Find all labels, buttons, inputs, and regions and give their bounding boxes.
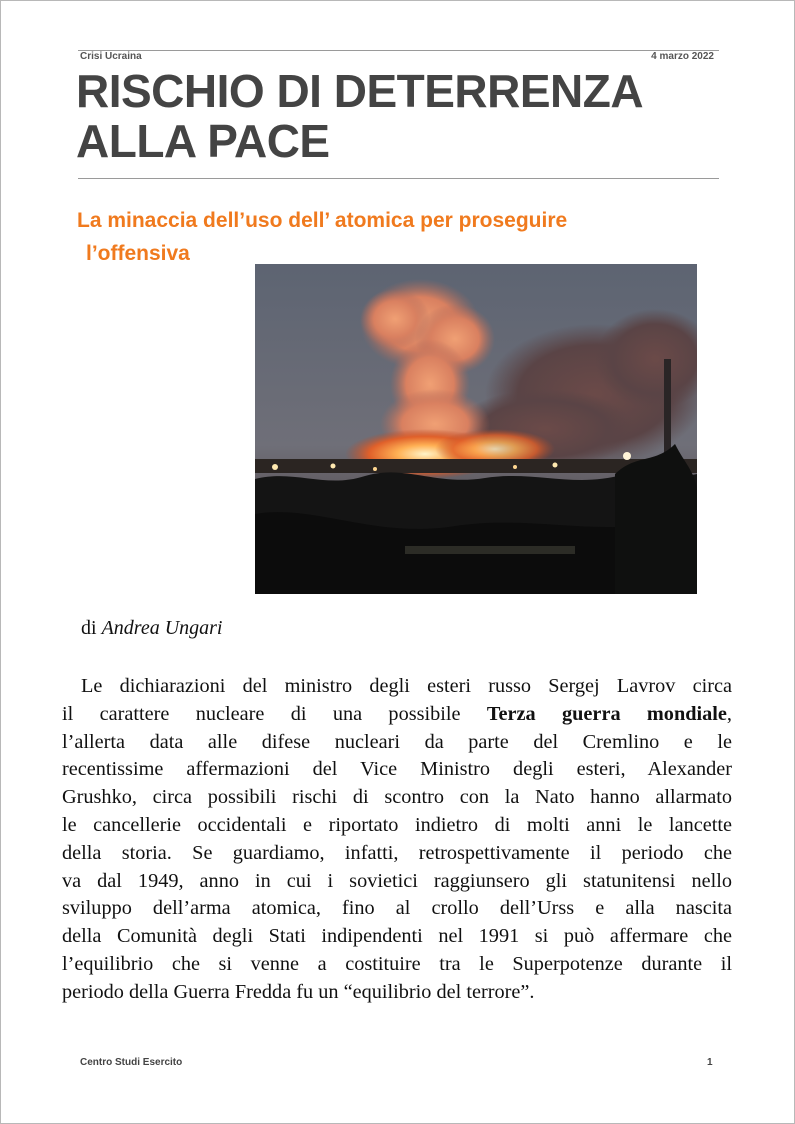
article-subtitle — [77, 204, 677, 270]
title-rule — [78, 178, 719, 179]
article-body — [62, 673, 732, 1007]
header-rule — [78, 50, 719, 51]
body-text-segment: , — [726, 702, 732, 725]
page-number: 1 — [707, 1057, 713, 1068]
byline-prefix: di — [81, 617, 97, 639]
body-line: va dal 1949, anno in cui i sovietici raggiunsero gli statunitensi nello — [62, 869, 732, 892]
section-label: Crisi Ucraina — [80, 51, 142, 62]
author-name: Andrea Ungari — [101, 617, 223, 639]
body-line: l’allerta data alle difese nucleari da parte del Cremlino e le — [62, 730, 732, 753]
body-line: Le dichiarazioni del ministro degli esteri russo Sergej Lavrov circa — [81, 675, 732, 697]
subtitle-line-2: l’offensiva — [86, 242, 190, 265]
subtitle-line-1: La minaccia dell’uso dell’ atomica per proseguire — [77, 209, 568, 232]
body-line: della Comunità degli Stati indipendenti nel 1991 si può affermare che — [62, 925, 732, 948]
body-line: le cancellerie occidentali e riportato indietro di molti anni le lancette — [62, 813, 732, 836]
body-text-segment: il carattere nucleare di una possibile — [62, 702, 487, 725]
footer-publisher: Centro Studi Esercito — [80, 1057, 183, 1068]
body-line: Grushko, circa possibili rischi di scontro con la Nato hanno allarmato — [62, 786, 732, 809]
title-line-1: RISCHIO DI DETERRENZA — [76, 65, 644, 117]
page-title — [76, 66, 736, 166]
explosion-photo — [255, 264, 697, 594]
body-line — [62, 701, 732, 729]
body-line: l’equilibrio che si venne a costituire tra le Superpotenze durante il — [62, 952, 732, 975]
body-emphasis: Terza guerra mondiale — [486, 702, 727, 725]
body-line: della storia. Se guardiamo, infatti, retrospettivamente il periodo che — [62, 841, 732, 864]
body-line: recentissime affermazioni del Vice Ministro degli esteri, Alexander — [62, 758, 732, 781]
date-label: 4 marzo 2022 — [651, 51, 714, 62]
body-line: sviluppo dell’arma atomica, fino al crollo dell’Urss e alla nascita — [62, 897, 732, 920]
title-line-2: ALLA PACE — [76, 115, 330, 167]
body-line: periodo della Guerra Fredda fu un “equilibrio del terrore”. — [62, 980, 535, 1003]
byline — [81, 617, 222, 640]
